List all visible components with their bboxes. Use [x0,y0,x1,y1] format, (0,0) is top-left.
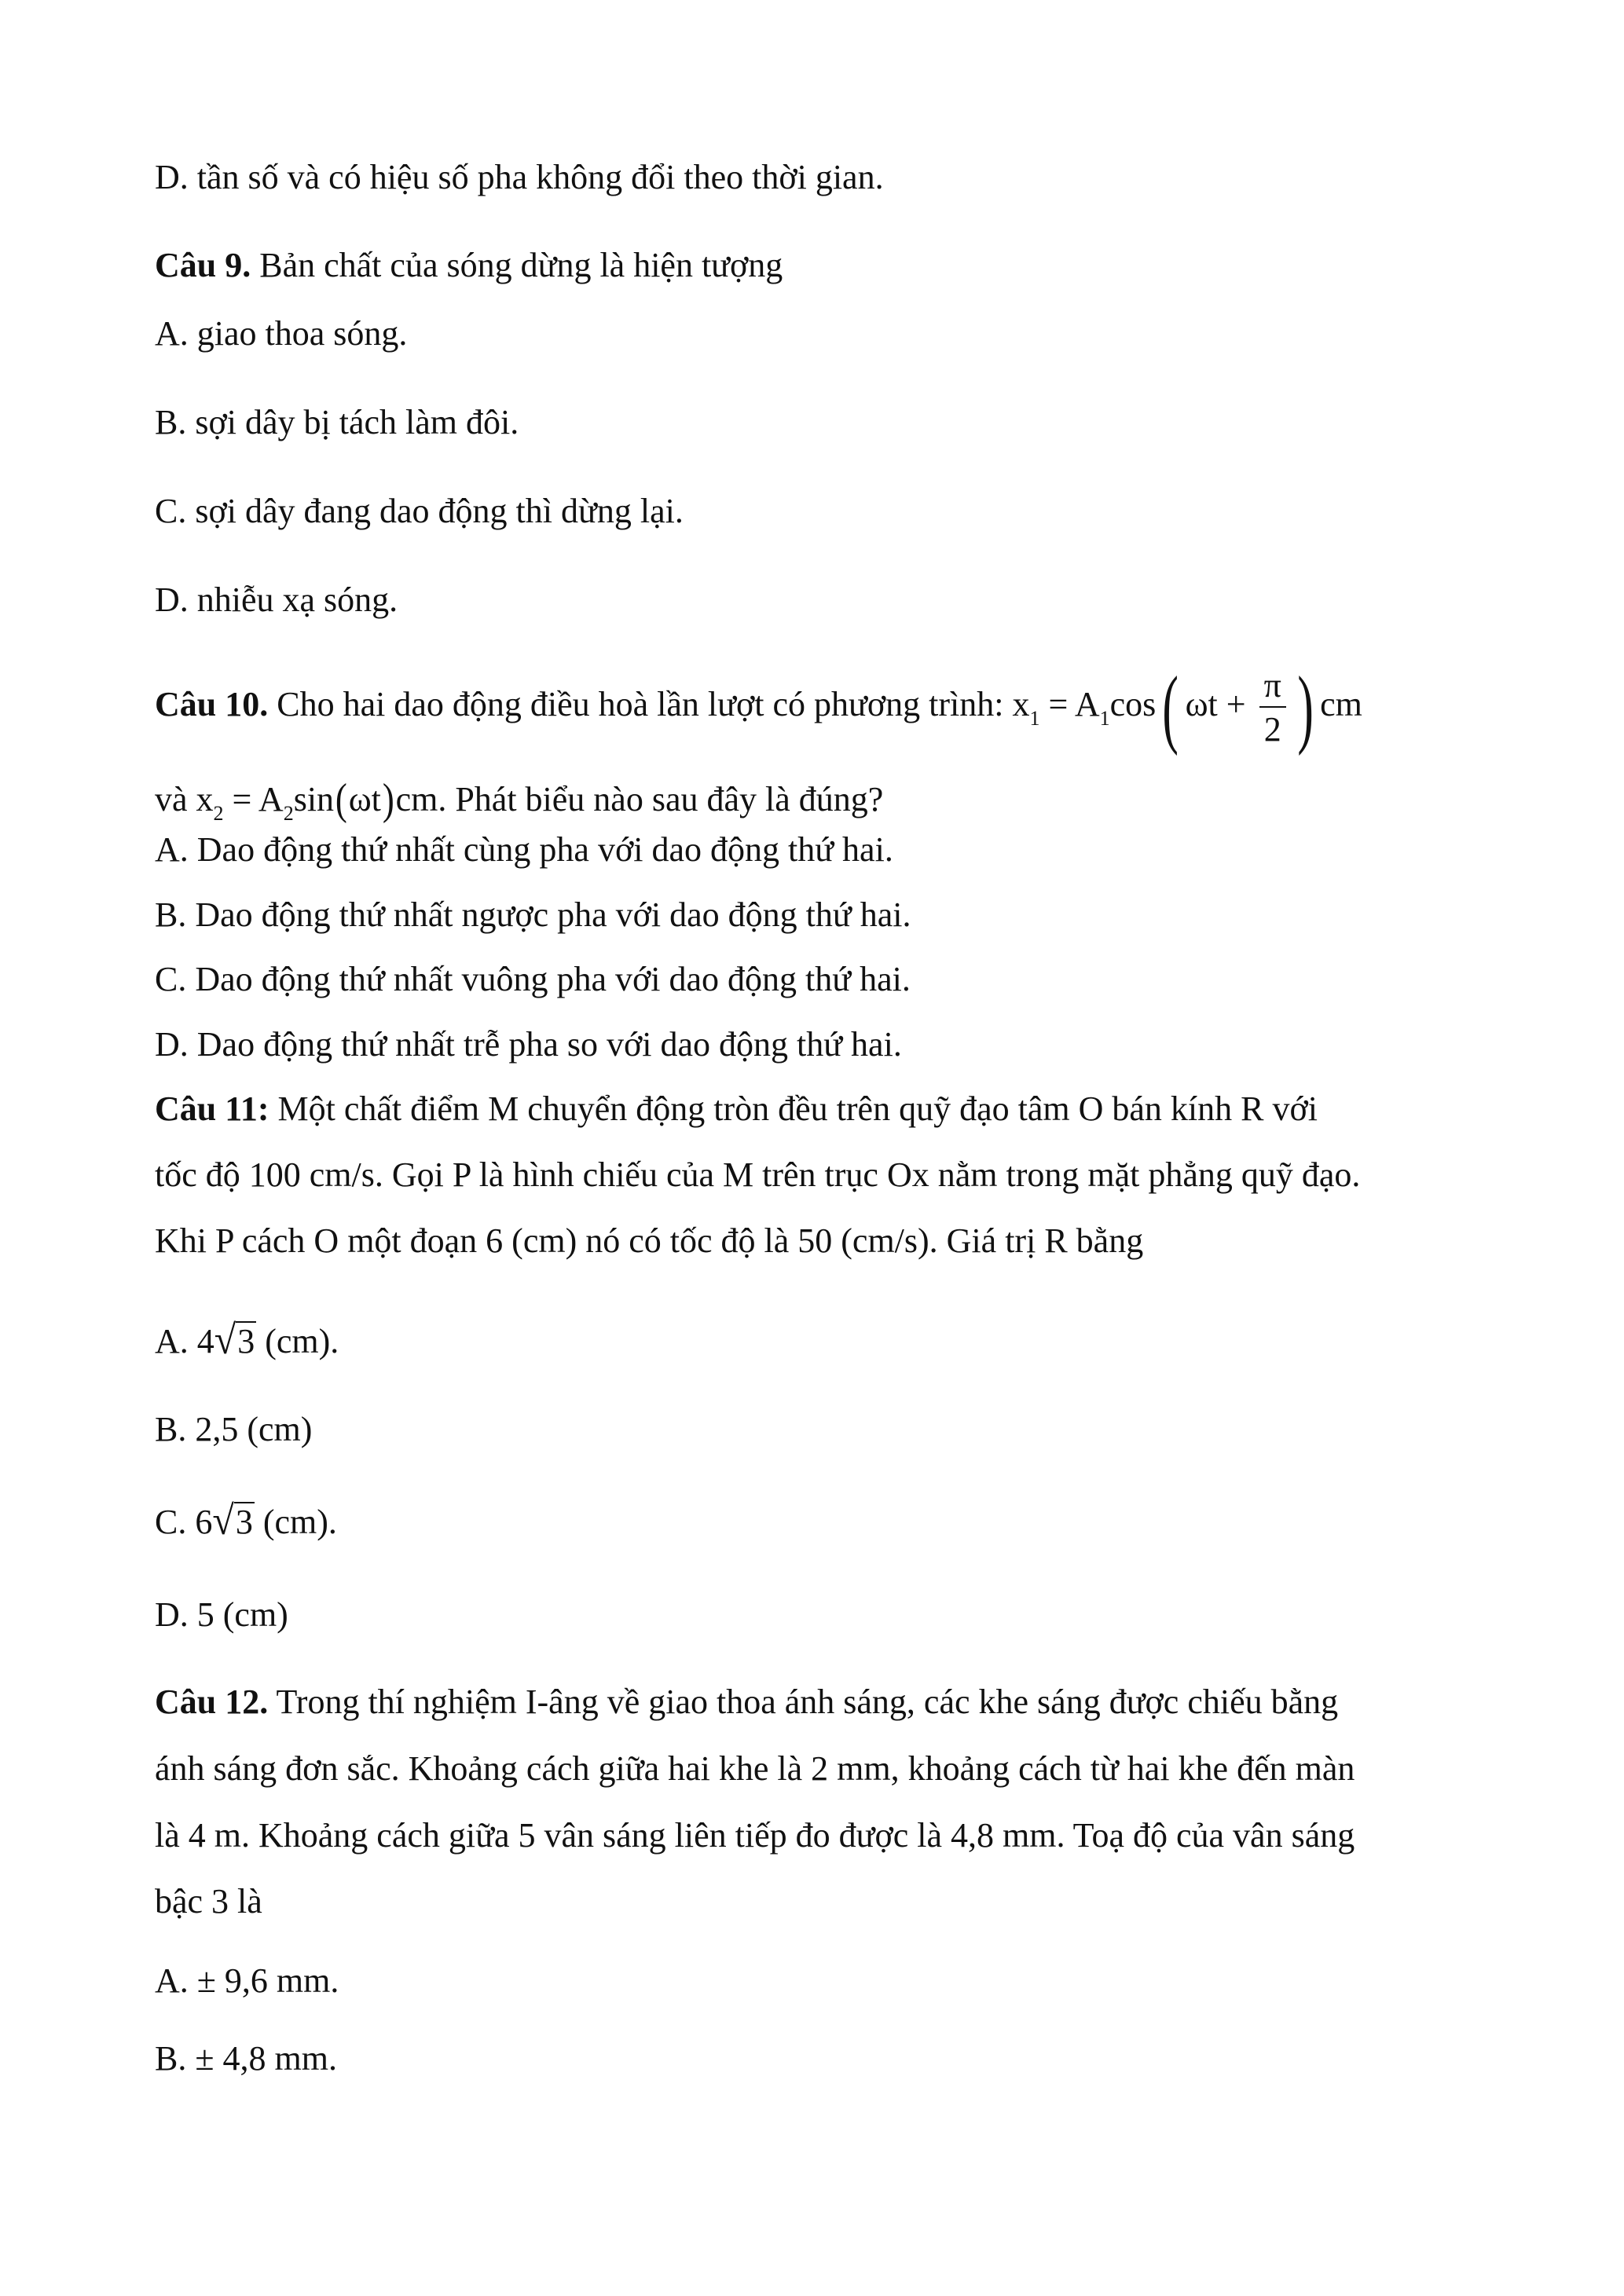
q11-option-c [155,1496,337,1543]
q11-option-d: D. 5 (cm) [155,1595,288,1634]
func-cos: cos [1109,685,1157,724]
var-x: x [196,780,214,818]
func-sin: sin [293,780,335,818]
equation-x1 [1012,659,1362,756]
question-9 [155,248,783,283]
unit: cm [395,780,438,818]
eq-part: ωt + [1185,685,1255,724]
left-paren: ( [1162,659,1179,756]
right-paren: ) [382,775,394,824]
equation-x2 [196,775,438,825]
subscript: 1 [1099,707,1110,731]
question-text: Cho hai dao động điều hoà lần lượt có phương trình: [268,685,1013,724]
q9-option-d: D. nhiễu xạ sóng. [155,580,398,619]
q8-option-d: D. tần số và có hiệu số pha không đổi theo thời gian. [155,158,884,196]
q11-option-b: B. 2,5 (cm) [155,1410,313,1448]
question-number: Câu 9. [155,246,251,284]
eq-part: ωt [348,780,381,818]
sqrt-icon: √ [214,1316,236,1363]
question-10 [155,659,1362,756]
question-number: Câu 12. [155,1683,269,1721]
q11-option-a [155,1316,339,1363]
q11-line-3: Khi P cách O một đoạn 6 (cm) nó có tốc độ là 50 (cm/s). Giá trị R bằng [155,1221,1144,1260]
option-label: C. [155,1503,196,1541]
unit: cm [1320,685,1362,724]
q12-line-2: ánh sáng đơn sắc. Khoảng cách giữa hai khe là 2 mm, khoảng cách từ hai khe đến màn [155,1749,1355,1788]
radicand: 3 [237,1322,255,1360]
q12-line-3: là 4 m. Khoảng cách giữa 5 vân sáng liên tiếp đo được là 4,8 mm. Toạ độ của vân sáng [155,1816,1355,1855]
q10-option-d: D. Dao động thứ nhất trễ pha so với dao động thứ hai. [155,1025,902,1064]
sqrt-icon: √ [212,1496,234,1543]
left-paren: ( [335,775,347,824]
coefficient: 4 [196,1322,214,1360]
text: và [155,780,196,818]
subscript: 1 [1029,707,1040,731]
q9-option-c: C. sợi dây đang dao động thì dừng lại. [155,492,684,530]
coefficient: 6 [195,1503,213,1541]
q10-option-a: A. Dao động thứ nhất cùng pha với dao động thứ hai. [155,830,893,869]
eq-part: = A [1039,685,1100,724]
q12-line-4: bậc 3 là [155,1882,262,1921]
question-number: Câu 11: [155,1089,269,1128]
q9-option-a: A. giao thoa sóng. [155,314,408,353]
text: . Phát biểu nào sau đây là đúng? [438,780,884,818]
denominator: 2 [1263,710,1281,749]
question-text: Bản chất của sóng dừng là hiện tượng [251,246,783,284]
subscript: 2 [283,802,294,825]
q12-option-b: B. ± 4,8 mm. [155,2039,337,2078]
question-12 [155,1685,1338,1719]
q12-option-a: A. ± 9,6 mm. [155,1961,339,2000]
question-text: Một chất điểm M chuyển động tròn đều trên quỹ đạo tâm O bán kính R với [269,1089,1318,1128]
q10-option-c: C. Dao động thứ nhất vuông pha với dao động thứ hai. [155,960,911,998]
question-number: Câu 10. [155,685,269,724]
eq-part: = A [223,780,284,818]
option-label: A. [155,1322,197,1360]
var-x: x [1012,685,1030,724]
sqrt-expression [212,1496,254,1543]
q10-option-b: B. Dao động thứ nhất ngược pha với dao động thứ hai. [155,895,911,934]
unit: (cm). [254,1503,337,1541]
unit: (cm). [256,1322,339,1360]
question-text: Trong thí nghiệm I-âng về giao thoa ánh sáng, các khe sáng được chiếu bằng [268,1683,1339,1721]
right-paren: ) [1297,659,1314,756]
fraction-pi-over-2 [1259,668,1286,747]
question-11 [155,1089,1318,1128]
q10-line-2 [155,775,884,825]
subscript: 2 [213,802,224,825]
sqrt-expression [214,1316,256,1363]
q11-line-2: tốc độ 100 cm/s. Gọi P là hình chiếu của M trên trục Ox nằm trong mặt phẳng quỹ đạo. [155,1155,1361,1194]
numerator: π [1259,668,1286,708]
radicand: 3 [235,1503,253,1541]
q9-option-b: B. sợi dây bị tách làm đôi. [155,403,519,441]
